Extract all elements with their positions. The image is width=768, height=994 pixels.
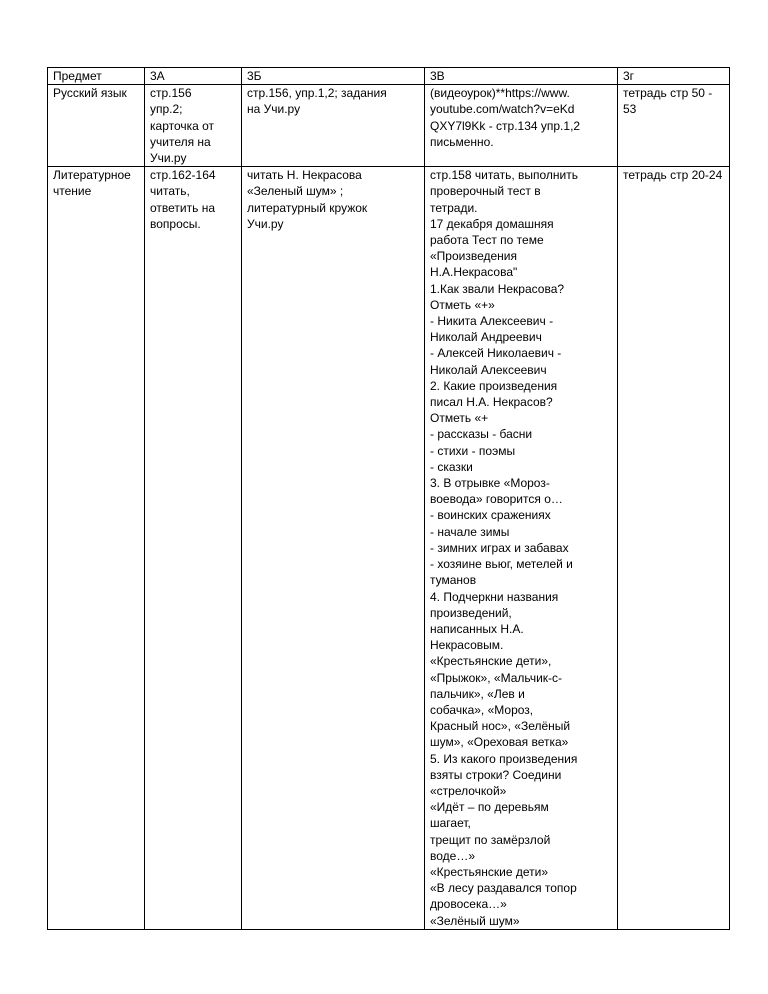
cell-subject: Литературное чтение xyxy=(48,167,145,930)
cell-class-3g: тетрадь стр 50 - 53 xyxy=(618,85,730,167)
cell-class-3v: стр.158 читать, выполнить проверочный тест в тетради. 17 декабря домашняя работа Тест по теме «Произведения Н.А.Некрасова" 1.Как звали Некрасова? Отметь «+» - Никита Алексеевич - Николай Андреевич - Алексей Николаевич - Николай Алексеевич 2. Какие произведения писал Н.А. Некрасов? Отметь «+ - рассказы - басни - стихи - поэмы - сказки 3. В отрывке «Мороз- воевода» говорится о… - воинских сражениях - начале зимы - зимних играх и забавах - хозяине вьюг, метелей и туманов 4. Подчеркни названия произведений, написанных Н.А. Некрасовым. «Крестьянские дети», «Прыжок», «Мальчик-с- пальчик», «Лев и собачка», «Мороз, Красный нос», «Зелёный шум», «Ореховая ветка» 5. Из какого произведения взяты строки? Соедини «стрелочкой» «Идёт – по деревьям шагает, трещит по замёрзлой воде…» «Крестьянские дети» «В лесу раздавался топор дровосека…» «Зелёный шум» xyxy=(425,167,618,930)
cell-class-3g: тетрадь стр 20-24 xyxy=(618,167,730,930)
table-row-literature xyxy=(48,167,730,930)
cell-class-3b: читать Н. Некрасова «Зеленый шум» ; литературный кружок Учи.ру xyxy=(242,167,425,930)
table-row-russian xyxy=(48,85,730,167)
header-class-3b: 3Б xyxy=(242,68,425,85)
cell-class-3b: стр.156, упр.1,2; задания на Учи.ру xyxy=(242,85,425,167)
header-class-3g: 3г xyxy=(618,68,730,85)
homework-table xyxy=(47,67,730,930)
cell-subject: Русский язык xyxy=(48,85,145,167)
cell-class-3a: стр.162-164 читать, ответить на вопросы. xyxy=(145,167,242,930)
cell-class-3v: (видеоурок)**https://www. youtube.com/watch?v=eKd QXY7l9Kk - стр.134 упр.1,2 письменно. xyxy=(425,85,618,167)
header-class-3a: 3А xyxy=(145,68,242,85)
header-class-3v: 3В xyxy=(425,68,618,85)
header-subject: Предмет xyxy=(48,68,145,85)
table-header-row xyxy=(48,68,730,85)
cell-class-3a: стр.156 упр.2; карточка от учителя на Учи.ру xyxy=(145,85,242,167)
